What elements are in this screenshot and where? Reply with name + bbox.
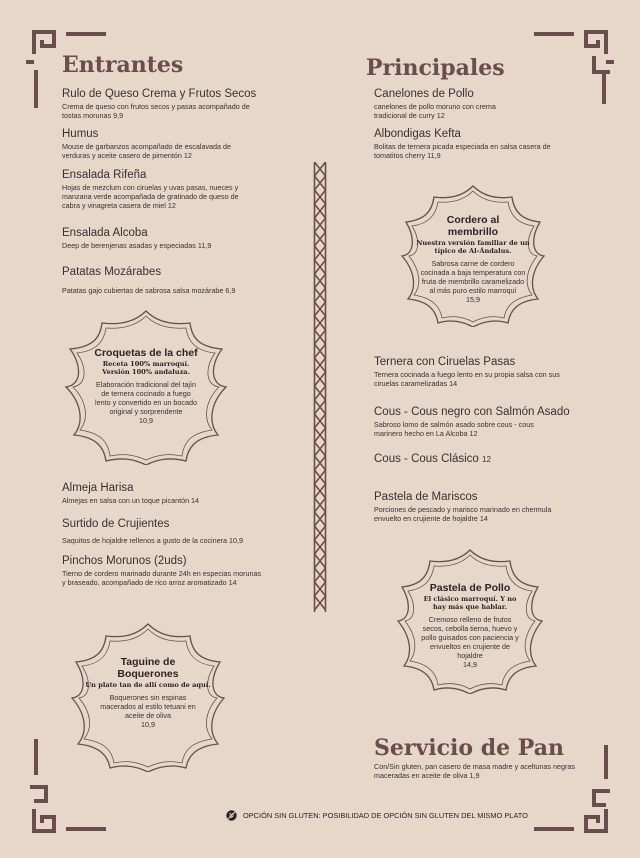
item-desc: Porciones de pescado y marisco marinado en chermula envuelto en crujiente de hojaldre 14 [374, 505, 552, 523]
center-divider-ornament [313, 162, 327, 612]
badge-subtitle: Nuestra versión familiar de un típico de Al-Ándalus. [416, 239, 530, 255]
item-desc: Sabroso lomo de salmón asado sobre cous - cous marinero hecho en La Alcoba 12 [374, 420, 534, 438]
item-desc: Saquitos de hojaldre rellenos a gusto de la cocinera 10,9 [62, 536, 244, 545]
badge-price: 15,9 [466, 295, 480, 304]
item-desc: canelones de pollo moruno con crema tradicional de curry 12 [374, 102, 496, 120]
special-badge-taguine [68, 620, 228, 772]
menu-item [374, 406, 584, 438]
menu-item [374, 453, 574, 467]
item-desc: Mouse de garbanzos acompañado de escalavada de verduras y aceite casero de pimentón 12 [62, 142, 232, 160]
badge-desc: Sabrosa carne de cordero cocinada a baja temperatura con fruta de membrillo caramelizado al más puro estilo marroquí [420, 259, 526, 295]
item-name: Surtido de Crujientes [62, 518, 170, 530]
item-name-row [374, 453, 574, 465]
special-badge-cordero [398, 182, 548, 327]
item-name: Humus [62, 128, 99, 140]
item-desc: Crema de queso con frutos secos y pasas acompañado de tostas morunas 9,9 [62, 102, 250, 120]
item-name: Pinchos Morunos (2uds) [62, 555, 187, 567]
entrantes-title: Entrantes [62, 52, 184, 78]
footer-note [226, 810, 528, 821]
item-desc: Tierno de cordero marinado durante 24h en especias morunas y braseado, acompañado de rico arroz aromatizado 14 [62, 569, 262, 587]
menu-item [374, 491, 574, 523]
special-badge-pastela [394, 546, 546, 694]
item-name: Patatas Mozárabes [62, 266, 162, 278]
badge-subtitle: Receta 100% marroquí. Versión 100% andaluza. [102, 360, 190, 376]
item-name: Cous - Cous Clásico [374, 453, 479, 465]
menu-item [62, 169, 257, 210]
pan-item [374, 762, 584, 780]
item-name: Canelones de Pollo [374, 88, 474, 100]
menu-item [374, 356, 574, 388]
principales-title: Principales [366, 55, 505, 81]
menu-item [62, 88, 262, 120]
badge-subtitle: El clásico marroquí. Y no hay más que hablar. [423, 595, 517, 611]
item-name: Rulo de Queso Crema y Frutos Secos [62, 88, 257, 100]
menu-item [374, 128, 574, 160]
badge-price: 14,9 [463, 660, 477, 669]
special-badge-croquetas [62, 307, 230, 465]
item-desc: Bolitas de ternera picada especiada en salsa casera de tomatitos cherry 11,9 [374, 142, 551, 160]
menu-item [374, 88, 574, 120]
item-desc: Almejas en salsa con un toque picantón 14 [62, 496, 200, 505]
menu-item [62, 555, 262, 587]
item-desc: Ternera cocinada a fuego lento en su propia salsa con sus ciruelas caramelizadas 14 [374, 370, 560, 388]
pan-title: Servicio de Pan [374, 735, 564, 761]
item-desc: Hojas de mezclum con ciruelas y uvas pasas, nueces y manzana verde acompañada de gratinado de queso de cabra y vinagreta casera de miel 12 [62, 183, 239, 210]
item-name: Cous - Cous negro con Salmón Asado [374, 406, 570, 418]
menu-item [62, 266, 272, 295]
badge-title: Pastela de Pollo [429, 582, 511, 594]
footer-text: OPCIÓN SIN GLUTEN: POSIBILIDAD DE OPCIÓN SIN GLUTEN DEL MISMO PLATO [243, 811, 528, 820]
badge-title: Croquetas de la chef [94, 347, 198, 359]
gluten-free-icon [226, 810, 237, 821]
badge-desc: Boquerones sin espinas macerados al estilo tetuani en aceite de oliva [100, 693, 196, 720]
badge-desc: Elaboración tradicional del tajín de ternera cocinado a fuego lento y convertido en un bocado original y sorprendente [95, 380, 197, 416]
menu-item [62, 482, 262, 505]
menu-item [62, 518, 282, 545]
item-name: Ternera con Ciruelas Pasas [374, 356, 516, 368]
item-name: Almeja Harisa [62, 482, 134, 494]
badge-desc: Cremoso relleno de frutos secos, cebolla tierna, huevo y pollo guisados con paciencia y envueltos en crujiente de hojaldre [421, 615, 519, 660]
item-name: Albondigas Kefta [374, 128, 461, 140]
item-name: Ensalada Rifeña [62, 169, 147, 181]
pan-desc: Con/Sin gluten, pan casero de masa madre y aceltunas negras maceradas en aceite de oliva 1,9 [374, 762, 575, 780]
item-name: Pastela de Mariscos [374, 491, 478, 503]
badge-subtitle: Un plato tan de allí como de aquí. [85, 681, 211, 689]
item-desc: Deep de berenjenas asadas y especiadas 11,9 [62, 241, 212, 250]
badge-title: Cordero al membrillo [446, 214, 500, 238]
badge-price: 10,9 [139, 416, 153, 425]
item-name: Ensalada Alcoba [62, 227, 148, 239]
item-desc: Patatas gajo cubiertas de sabrosa salsa mozárabe 6,9 [62, 286, 236, 295]
badge-price: 10,9 [141, 720, 155, 729]
item-price: 12 [482, 455, 491, 464]
menu-item [62, 128, 257, 160]
menu-item [62, 227, 262, 250]
badge-title: Taguine de Boquerones [117, 656, 179, 680]
